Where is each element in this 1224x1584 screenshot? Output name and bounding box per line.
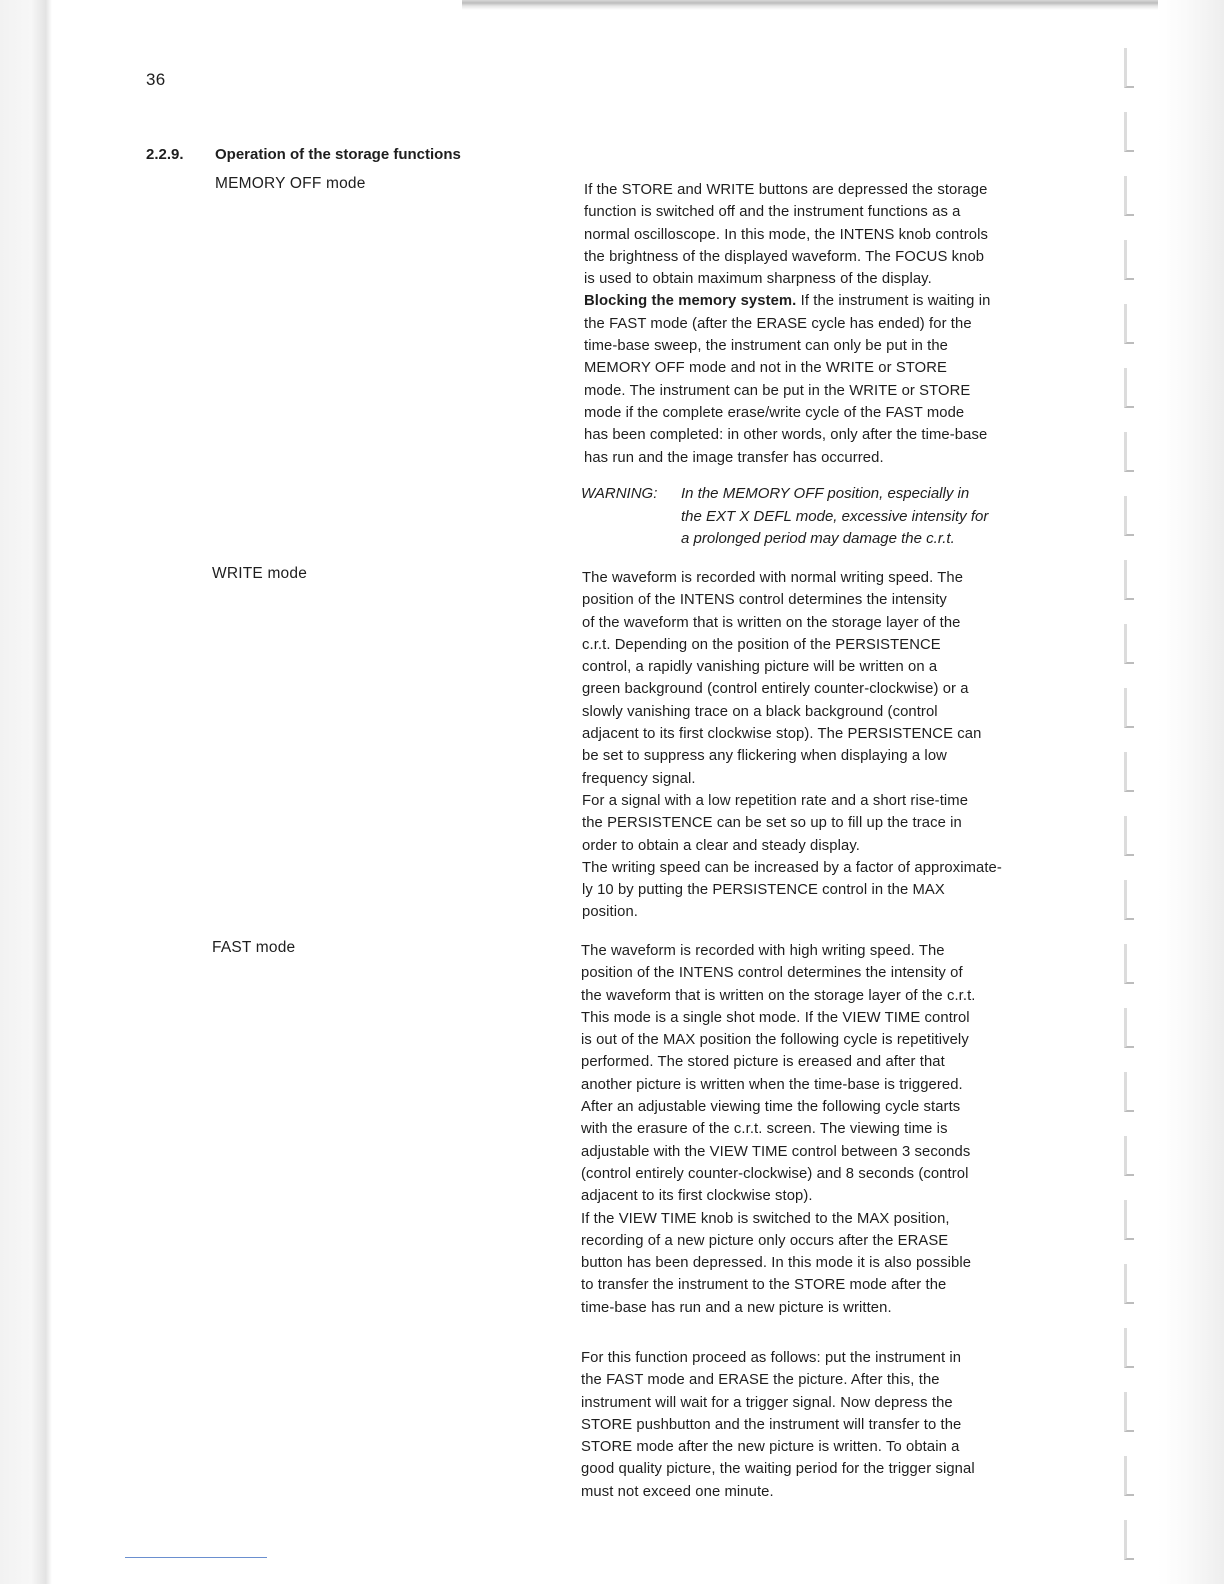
fast-mode-paragraph: The waveform is recorded with high writing speed. The position of the INTENS control determines the intensity of the waveform that is written on the storage layer of the c.r.t. This mode is a single shot mode. If the VIEW TIME control is out of the MAX position the following cycle is repetitively performed. The stored picture is ereased and after that another picture is written when the time-base is triggered. After an adjustable viewing time the following cycle starts with the erasure of the c.r.t. screen. The viewing time is adjustable with the VIEW TIME control between 3 seconds (control entirely counter-clockwise) and 8 seconds (control adjacent to its first clockwise stop). If the VIEW TIME knob is switched to the MAX position, recording of a new picture only occurs after the ERASE button has been depressed. In this mode it is also possible to transfer the instrument to the STORE mode after the time-base has run and a new picture is written. bbox=[581, 943, 976, 1316]
memory-off-mode-label: MEMORY OFF mode bbox=[215, 175, 366, 192]
blocking-memory-heading: Blocking the memory system. bbox=[584, 293, 797, 310]
binding-mark bbox=[1124, 816, 1134, 856]
binding-mark bbox=[1124, 688, 1134, 728]
page-number: 36 bbox=[146, 70, 166, 89]
binding-mark bbox=[1124, 432, 1134, 472]
binding-mark bbox=[1124, 1200, 1134, 1240]
blocking-memory-text: If the instrument is waiting in the FAST mode (after the ERASE cycle has ended) for the time-base sweep, the instrument can only be put in the MEMORY OFF mode and not in the WRITE or STORE mode. The instrument can be put in the WRITE or STORE mode if the complete erase/write cycle of the FAST mode has been completed: in other words, only after the time-base has run and the image transfer has occurred. bbox=[584, 293, 991, 466]
binding-mark bbox=[1124, 1008, 1134, 1048]
binding-mark bbox=[1124, 1456, 1134, 1496]
memory-off-description: If the STORE and WRITE buttons are depressed the storage function is switched off and the instrument functions as a normal oscilloscope. In this mode, the INTENS knob controls the brightness of the displayed waveform. The FOCUS knob is used to obtain maximum sharpness of the display. bbox=[584, 182, 988, 288]
memory-off-paragraph bbox=[584, 179, 1064, 469]
binding-mark bbox=[1124, 176, 1134, 216]
write-mode-label: WRITE mode bbox=[212, 565, 308, 582]
page-right-edge bbox=[1158, 0, 1224, 1584]
section-title: Operation of the storage functions bbox=[215, 146, 461, 163]
fast-mode-label: FAST mode bbox=[212, 939, 296, 956]
binding-mark bbox=[1124, 880, 1134, 920]
binding-mark bbox=[1124, 1072, 1134, 1112]
binding-mark bbox=[1124, 1136, 1134, 1176]
binding-mark bbox=[1124, 112, 1134, 152]
binding-mark bbox=[1124, 560, 1134, 600]
binding-mark bbox=[1124, 1264, 1134, 1304]
binding-mark bbox=[1124, 624, 1134, 664]
section-number: 2.2.9. bbox=[146, 146, 184, 163]
warning-text: In the MEMORY OFF position, especially in the EXT X DEFL mode, excessive intensity for a prolonged period may damage the c.r.t. bbox=[681, 485, 989, 547]
binding-mark bbox=[1124, 496, 1134, 536]
binding-mark bbox=[1124, 1392, 1134, 1432]
binding-mark bbox=[1124, 752, 1134, 792]
binding-mark bbox=[1124, 1328, 1134, 1368]
binding-mark bbox=[1124, 368, 1134, 408]
binding-mark bbox=[1124, 1520, 1134, 1560]
top-edge-rule bbox=[462, 0, 1162, 10]
binding-mark bbox=[1124, 944, 1134, 984]
write-mode-paragraph: The waveform is recorded with normal writing speed. The position of the INTENS control determines the intensity of the waveform that is written on the storage layer of the c.r.t. Depending on the position of the PERSISTENCE control, a rapidly vanishing picture will be written on a green background (control entirely counter-clockwise) or a slowly vanishing trace on a black background (control adjacent to its first clockwise stop). The PERSISTENCE can be set to suppress any flickering when displaying a low frequency signal. For a signal with a low repetition rate and a short rise-time the PERSISTENCE can be set so up to fill up the trace in order to obtain a clear and steady display. The writing speed can be increased by a factor of approximate- ly 10 by putting the PERSISTENCE control in the MAX position. bbox=[582, 570, 1002, 921]
fast-mode-procedure: For this function proceed as follows: put the instrument in the FAST mode and ERASE the picture. After this, the instrument will wait for a trigger signal. Now depress the STORE pushbutton and the instrument will transfer to the STORE mode after the new picture is written. To obtain a good quality picture, the waiting period for the trigger signal must not exceed one minute. bbox=[581, 1350, 975, 1500]
binding-mark bbox=[1124, 240, 1134, 280]
binding-mark bbox=[1124, 304, 1134, 344]
page-left-shadow bbox=[0, 0, 52, 1584]
binding-mark bbox=[1124, 48, 1134, 88]
warning-label: WARNING: bbox=[581, 485, 658, 502]
footnote-rule bbox=[125, 1557, 267, 1558]
